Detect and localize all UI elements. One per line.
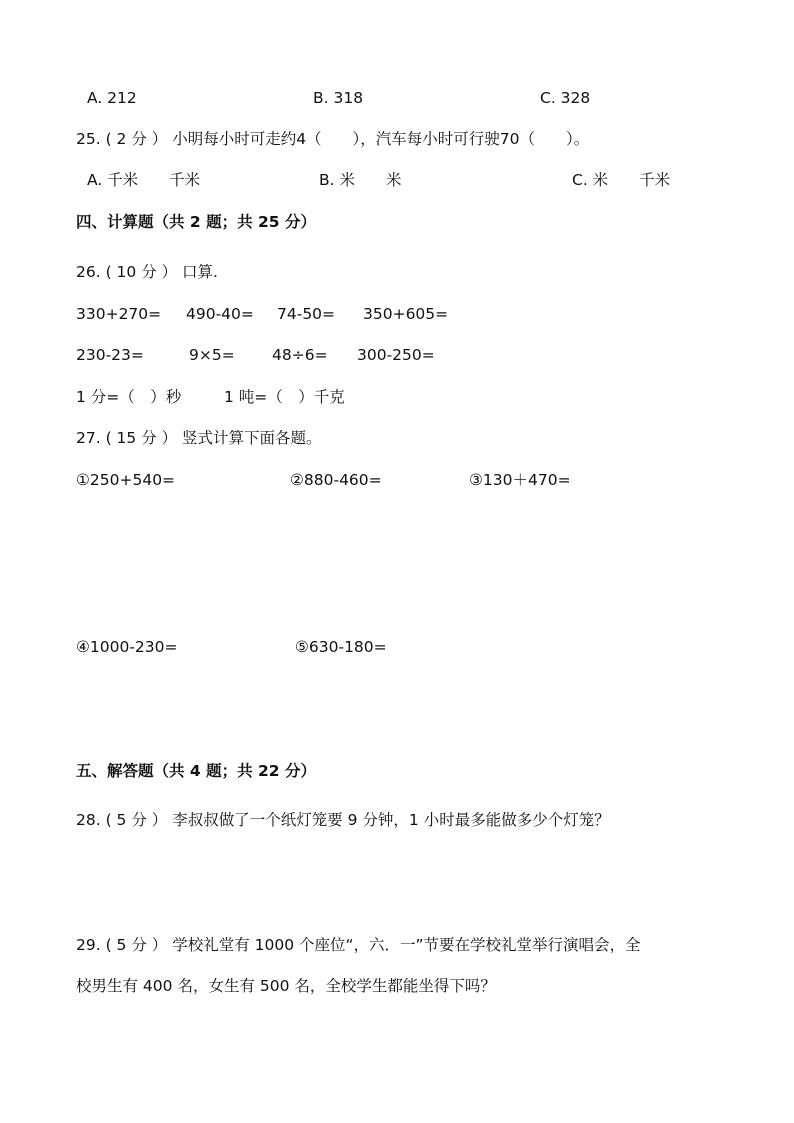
q24-option-b: B. 318 [313, 89, 364, 107]
q24-option-c: C. 328 [540, 89, 591, 107]
q27-item-4: ④1000-230= [76, 638, 178, 656]
q26-r2-c3: 48÷6= [272, 346, 328, 364]
q26-r2-c1: 230-23= [76, 346, 144, 364]
q27-item-5: ⑤630-180= [295, 638, 387, 656]
q25-option-c: C. 米 千米 [572, 171, 671, 189]
q27-stem: 27. ( 15 分 ） 竖式计算下面各题。 [76, 429, 322, 447]
q27-item-2: ②880-460= [290, 471, 382, 489]
q28-stem: 28. ( 5 分 ） 李叔叔做了一个纸灯笼要 9 分钟，1 小时最多能做多少个灯笼？ [76, 811, 610, 829]
section5-title: 五、解答题（共 4 题；共 22 分） [76, 762, 316, 780]
q27-item-1: ①250+540= [76, 471, 176, 489]
q26-r3-c1: 1 分=（ ）秒 [76, 388, 182, 406]
q25-option-a: A. 千米 千米 [87, 171, 201, 189]
q29-line2: 校男生有 400 名，女生有 500 名，全校学生都能坐得下吗？ [76, 977, 496, 995]
q29-line1: 29. ( 5 分 ） 学校礼堂有 1000 个座位“，六．一”节要在学校礼堂举行演唱会，全 [76, 936, 641, 954]
q26-r1-c2: 490-40= [186, 305, 254, 323]
q26-r1-c3: 74-50= [277, 305, 336, 323]
q26-r2-c4: 300-250= [357, 346, 435, 364]
q26-r1-c4: 350+605= [363, 305, 449, 323]
q27-item-3: ③130＋470= [469, 471, 571, 489]
q25-option-b: B. 米 米 [319, 171, 402, 189]
q26-r3-c2: 1 吨=（ ）千克 [224, 388, 345, 406]
q26-r2-c2: 9×5= [189, 346, 235, 364]
q26-stem: 26. ( 10 分 ） 口算. [76, 263, 218, 281]
section4-title: 四、计算题（共 2 题；共 25 分） [76, 213, 316, 231]
q25-stem: 25. ( 2 分 ） 小明每小时可走约4（ ），汽车每小时可行驶70（ ）。 [76, 130, 590, 148]
q26-r1-c1: 330+270= [76, 305, 162, 323]
q24-option-a: A. 212 [87, 89, 137, 107]
